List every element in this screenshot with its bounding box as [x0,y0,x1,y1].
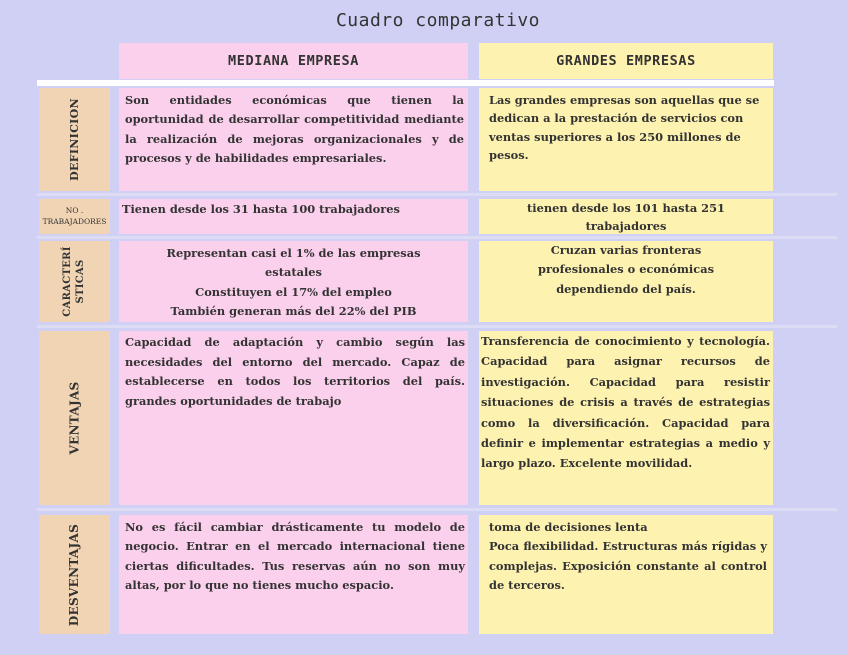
cell-caracteristicas-mediana [119,241,468,322]
caracteristica-item: Constituyen el 17% del empleo [195,284,392,299]
cell-trabajadores-mediana: Tienen desde los 31 hasta 100 trabajadores [119,199,468,234]
row-label-ventajas [39,331,110,505]
desventaja-item: toma de decisiones lenta [489,520,648,534]
row-separator [37,325,837,328]
row-separator [37,193,837,196]
row-label-trabajadores [39,199,110,234]
cell-caracteristicas-grandes: Cruzan varias fronteras profesionales o económicas dependiendo del país. [479,241,773,322]
cell-ventajas-mediana: Capacidad de adaptación y cambio según las necesidades del entorno del mercado. Capaz de establecerse en todos los territorios del país. grandes oportunidades de trabajo [119,331,468,505]
cell-definicion-mediana: Son entidades económicas que tienen la oportunidad de desarrollar competitividad mediante la realización de mejoras organizacionales y de procesos y de habilidades empresariales. [119,88,468,191]
row-separator [37,236,837,239]
header-grandes-empresas: GRANDES EMPRESAS [479,43,773,79]
header-divider [37,80,774,86]
row-label-definicion [39,88,110,191]
row-label-text: DESVENTAJAS [67,523,82,626]
cell-ventajas-grandes: Transferencia de conocimiento y tecnología. Capacidad para asignar recursos de investigación. Capacidad para resistir situaciones de crisis a través de estrategias como la diversificación. Capacidad para definir e implementar estrategias a medio y largo plazo. Excelente movilidad. [479,331,773,505]
row-label-desventajas [39,515,110,634]
row-label-text: DEFINICION [68,98,81,181]
row-separator [37,508,837,511]
cell-trabajadores-grandes: tienen desde los 101 hasta 251 trabajadores [479,199,773,234]
row-label-caracteristicas [39,241,110,322]
cell-desventajas-grandes [479,515,773,634]
row-label-text: STICAS [74,259,86,304]
row-label-text: VENTAJAS [67,381,82,455]
desventaja-item: Poca flexibilidad. Estructuras más rígidas y complejas. Exposición constante al control de terceros. [489,539,767,593]
row-label-text: CARACTERÍ [62,246,73,317]
page-title: Cuadro comparativo [335,10,541,31]
caracteristica-item: También generan más del 22% del PIB [170,304,417,319]
cell-definicion-grandes: Las grandes empresas son aquellas que se dedican a la prestación de servicios con ventas superiores a los 250 millones de pesos. [479,88,773,191]
header-mediana-empresa: MEDIANA EMPRESA [119,43,468,79]
row-label-text: TRABAJADORES [42,216,107,226]
cell-desventajas-mediana: No es fácil cambiar drásticamente tu modelo de negocio. Entrar en el mercado internacional tiene ciertas dificultades. Tus reservas aún no son muy altas, por lo que no tienes mucho espacio. [119,515,468,634]
row-label-text: NO . [65,206,84,216]
caracteristica-item: Representan casi el 1% de las empresas estatales [166,246,421,280]
